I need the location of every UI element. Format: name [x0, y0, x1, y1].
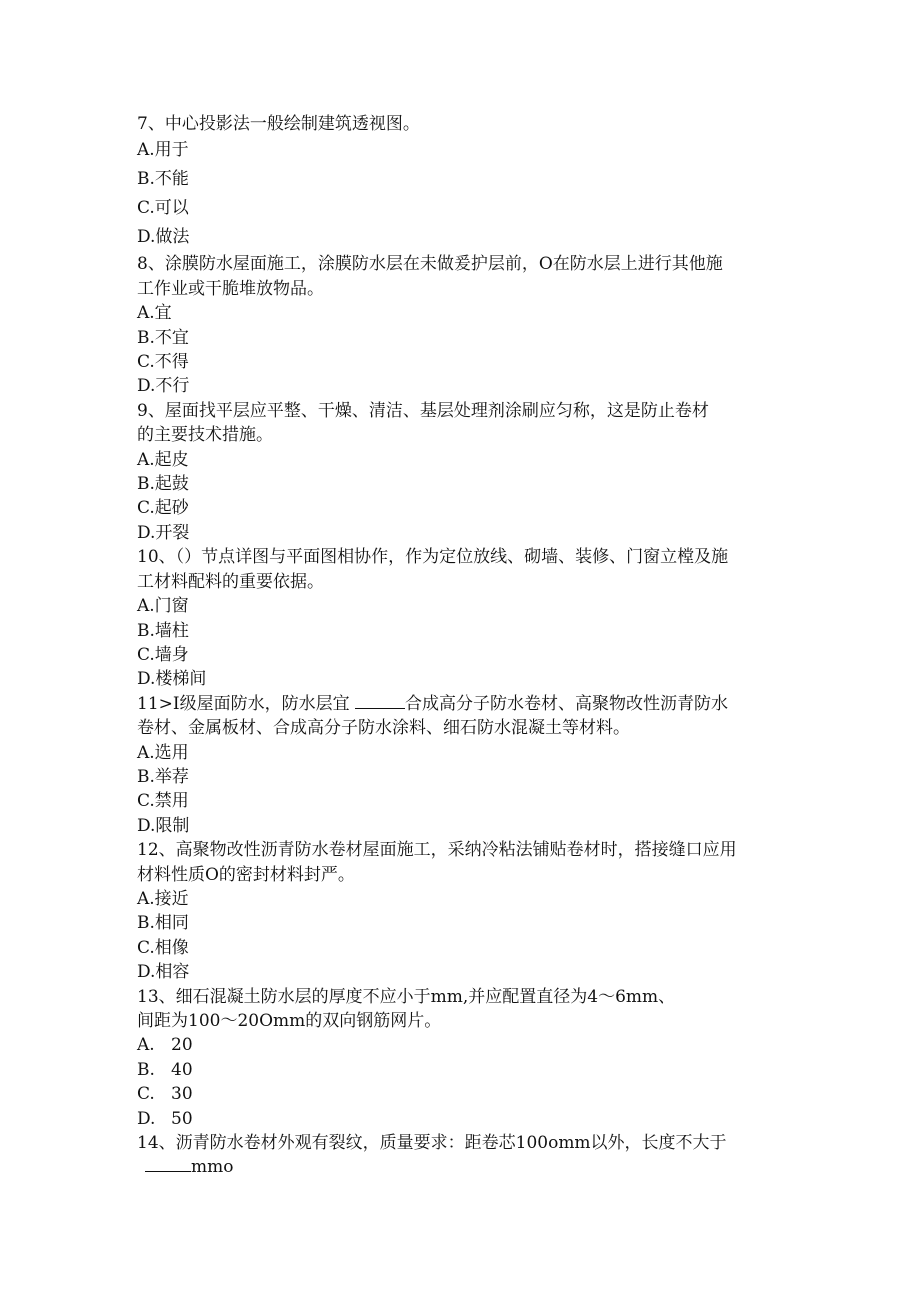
option-a: A.门窗 [137, 596, 189, 617]
question-stem [137, 692, 797, 716]
question-14 [137, 1131, 797, 1180]
option-c: C.禁用 [137, 791, 189, 812]
option-d: D.做法 [137, 227, 190, 248]
question-9 [137, 399, 797, 545]
stem-tail: mmo [191, 1157, 234, 1178]
question-stem: 14、沥青防水卷材外观有裂纹，质量要求：距卷芯100omm以外，长度不大于 [137, 1133, 727, 1154]
option-value: 50 [171, 1108, 193, 1129]
option-b: B.不能 [137, 169, 189, 190]
question-stem: 12、高聚物改性沥青防水卷材屋面施工，采纳冷粘法铺贴卷材时，搭接缝口应用 [137, 840, 737, 861]
option-a: A.宜 [137, 303, 172, 324]
option-c: C.墙身 [137, 644, 189, 665]
option-a [137, 1033, 797, 1057]
option-value: 20 [171, 1035, 193, 1056]
option-c: C.可以 [137, 198, 189, 219]
question-13 [137, 985, 797, 1131]
question-11 [137, 692, 797, 838]
question-stem-cont: 工材料配料的重要依据。 [137, 571, 324, 592]
option-b [137, 1058, 797, 1082]
option-b: B.起鼓 [137, 474, 189, 495]
option-c: C.起砂 [137, 498, 189, 519]
option-c: C.相像 [137, 937, 189, 958]
option-d: D.开裂 [137, 522, 190, 543]
question-stem: 8、涂膜防水屋面施工，涂膜防水层在未做爰护层前，O在防水层上进行其他施 [137, 254, 723, 275]
option-d [137, 1107, 797, 1131]
option-letter: A. [137, 1035, 155, 1056]
option-b: B.墙柱 [137, 620, 189, 641]
question-stem-cont [137, 1155, 797, 1179]
option-a: A.用于 [137, 140, 189, 161]
stem-part-2: 合成高分子防水卷材、高聚物改性沥青防水 [405, 693, 728, 714]
question-12 [137, 838, 797, 984]
option-d: D.不行 [137, 376, 190, 397]
option-b: B.相同 [137, 913, 189, 934]
option-letter: B. [137, 1059, 155, 1080]
option-a: A.起皮 [137, 449, 189, 470]
stem-part-1: 11>I级屋面防水，防水层宜 [137, 693, 350, 714]
option-value: 40 [171, 1059, 193, 1080]
exam-content [137, 112, 797, 1180]
question-stem: 7、中心投影法一般绘制建筑透视图。 [137, 114, 420, 134]
option-letter: C. [137, 1084, 155, 1105]
option-a: A.接近 [137, 888, 189, 909]
question-stem: 10、（）节点详图与平面图相协作，作为定位放线、砌墙、装修、门窗立樘及施 [137, 547, 729, 568]
option-d: D.楼梯间 [137, 669, 207, 690]
option-b: B.举荐 [137, 766, 189, 787]
question-stem: 9、屋面找平层应平整、干燥、清洁、基层处理剂涂刷应匀称，这是防止卷材 [137, 400, 709, 421]
question-10 [137, 545, 797, 691]
question-stem-cont: 材料性质O的密封材料封严。 [137, 864, 355, 885]
option-letter: D. [137, 1108, 156, 1129]
question-stem-cont: 间距为100～20Omm的双向钢筋网片。 [137, 1011, 442, 1031]
option-value: 30 [171, 1084, 193, 1105]
question-stem-cont: 工作业或干脆堆放物品。 [137, 278, 324, 299]
option-d: D.限制 [137, 815, 190, 836]
question-8 [137, 252, 797, 398]
answer-blank [355, 693, 405, 709]
answer-blank [145, 1156, 191, 1172]
question-7 [137, 112, 797, 252]
question-stem-cont: 卷材、金属板材、合成高分子防水涂料、细石防水混凝土等材料。 [137, 718, 630, 739]
option-c: C.不得 [137, 352, 189, 373]
option-b: B.不宜 [137, 327, 189, 348]
option-c [137, 1082, 797, 1106]
question-stem: 13、细石混凝土防水层的厚度不应小于mm,并应配置直径为4～6mm、 [137, 986, 676, 1007]
option-a: A.选用 [137, 742, 189, 763]
question-stem-cont: 的主要技术措施。 [137, 425, 273, 446]
option-d: D.相容 [137, 962, 190, 983]
